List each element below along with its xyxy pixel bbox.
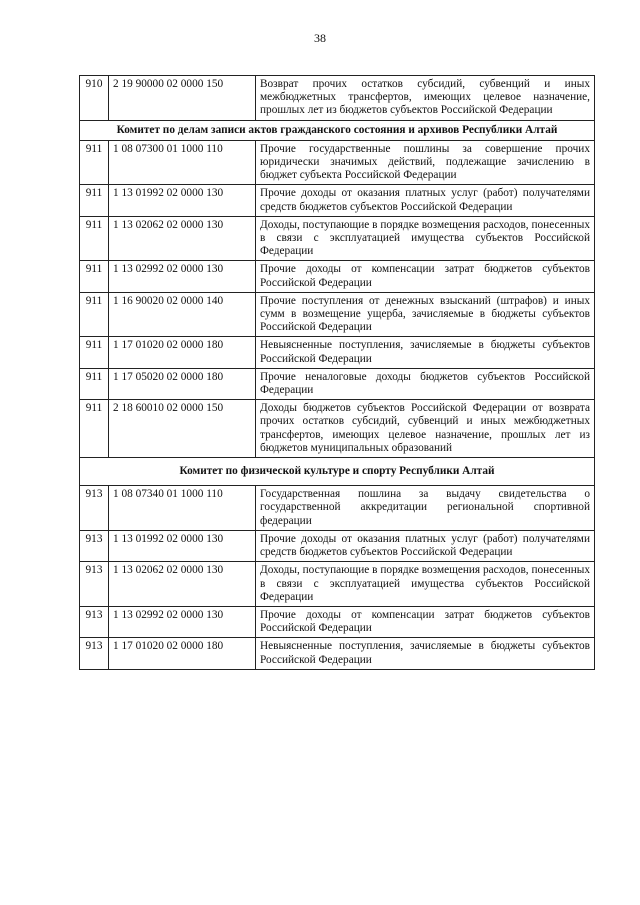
table-row bbox=[80, 261, 595, 292]
revenue-description: Прочие доходы от оказания платных услуг (работ) получателями средств бюджетов субъектов Российской Федерации bbox=[256, 185, 595, 216]
admin-code: 913 bbox=[80, 530, 109, 561]
budget-code: 1 08 07340 01 1000 110 bbox=[109, 486, 256, 531]
budget-code: 1 13 02992 02 0000 130 bbox=[109, 261, 256, 292]
page-number: 38 bbox=[314, 31, 326, 45]
budget-code: 1 13 02062 02 0000 130 bbox=[109, 216, 256, 261]
table-row bbox=[80, 292, 595, 337]
section-header bbox=[80, 458, 595, 486]
revenue-description: Невыясненные поступления, зачисляемые в бюджеты субъектов Российской Федерации bbox=[256, 638, 595, 669]
table-row bbox=[80, 140, 595, 185]
budget-code: 1 17 05020 02 0000 180 bbox=[109, 368, 256, 399]
budget-code: 2 19 90000 02 0000 150 bbox=[109, 76, 256, 121]
admin-code: 911 bbox=[80, 337, 109, 368]
admin-code: 911 bbox=[80, 140, 109, 185]
revenue-description: Доходы бюджетов субъектов Российской Федерации от возврата прочих остатков субсидий, субвенций и иных межбюджетных трансфертов, имеющих целевое назначение, прошлых лет из бюджетов муниципальных образований bbox=[256, 400, 595, 458]
budget-code: 2 18 60010 02 0000 150 bbox=[109, 400, 256, 458]
revenue-description: Возврат прочих остатков субсидий, субвенций и иных межбюджетных трансфертов, имеющих целевое назначение, прошлых лет из бюджетов субъектов Российской Федерации bbox=[256, 76, 595, 121]
admin-code: 911 bbox=[80, 216, 109, 261]
table-row bbox=[80, 368, 595, 399]
revenue-description: Прочие неналоговые доходы бюджетов субъектов Российской Федерации bbox=[256, 368, 595, 399]
budget-code: 1 13 01992 02 0000 130 bbox=[109, 530, 256, 561]
table-row bbox=[80, 486, 595, 531]
revenue-description: Прочие доходы от компенсации затрат бюджетов субъектов Российской Федерации bbox=[256, 606, 595, 637]
table-row bbox=[80, 76, 595, 121]
budget-code: 1 16 90020 02 0000 140 bbox=[109, 292, 256, 337]
admin-code: 911 bbox=[80, 185, 109, 216]
admin-code: 913 bbox=[80, 562, 109, 607]
budget-code: 1 13 02992 02 0000 130 bbox=[109, 606, 256, 637]
budget-code: 1 08 07300 01 1000 110 bbox=[109, 140, 256, 185]
table-row bbox=[80, 216, 595, 261]
admin-code: 911 bbox=[80, 292, 109, 337]
table-row bbox=[80, 400, 595, 458]
revenue-description: Прочие государственные пошлины за совершение прочих юридически значимых действий, подлежащие зачислению в бюджет субъекта Российской Федерации bbox=[256, 140, 595, 185]
revenue-description: Доходы, поступающие в порядке возмещения расходов, понесенных в связи с эксплуатацией имущества субъектов Российской Федерации bbox=[256, 562, 595, 607]
budget-code: 1 13 02062 02 0000 130 bbox=[109, 562, 256, 607]
admin-code: 913 bbox=[80, 638, 109, 669]
admin-code: 913 bbox=[80, 486, 109, 531]
table-row bbox=[80, 562, 595, 607]
revenue-description: Прочие доходы от компенсации затрат бюджетов субъектов Российской Федерации bbox=[256, 261, 595, 292]
section-title: Комитет по физической культуре и спорту Республики Алтай bbox=[80, 458, 595, 486]
revenue-description: Прочие поступления от денежных взысканий (штрафов) и иных сумм в возмещение ущерба, зачисляемые в бюджеты субъектов Российской Федерации bbox=[256, 292, 595, 337]
admin-code: 913 bbox=[80, 606, 109, 637]
table-row bbox=[80, 185, 595, 216]
table-row bbox=[80, 638, 595, 669]
table-row bbox=[80, 606, 595, 637]
budget-code: 1 13 01992 02 0000 130 bbox=[109, 185, 256, 216]
section-header bbox=[80, 120, 595, 140]
admin-code: 910 bbox=[80, 76, 109, 121]
table-row bbox=[80, 337, 595, 368]
admin-code: 911 bbox=[80, 261, 109, 292]
table-row bbox=[80, 530, 595, 561]
revenue-description: Государственная пошлина за выдачу свидетельства о государственной аккредитации региональной спортивной федерации bbox=[256, 486, 595, 531]
budget-code: 1 17 01020 02 0000 180 bbox=[109, 337, 256, 368]
revenue-description: Невыясненные поступления, зачисляемые в бюджеты субъектов Российской Федерации bbox=[256, 337, 595, 368]
revenue-description: Прочие доходы от оказания платных услуг (работ) получателями средств бюджетов субъектов Российской Федерации bbox=[256, 530, 595, 561]
admin-code: 911 bbox=[80, 400, 109, 458]
revenue-description: Доходы, поступающие в порядке возмещения расходов, понесенных в связи с эксплуатацией имущества субъектов Российской Федерации bbox=[256, 216, 595, 261]
admin-code: 911 bbox=[80, 368, 109, 399]
budget-code: 1 17 01020 02 0000 180 bbox=[109, 638, 256, 669]
revenue-codes-table bbox=[79, 75, 595, 670]
section-title: Комитет по делам записи актов гражданского состояния и архивов Республики Алтай bbox=[80, 120, 595, 140]
